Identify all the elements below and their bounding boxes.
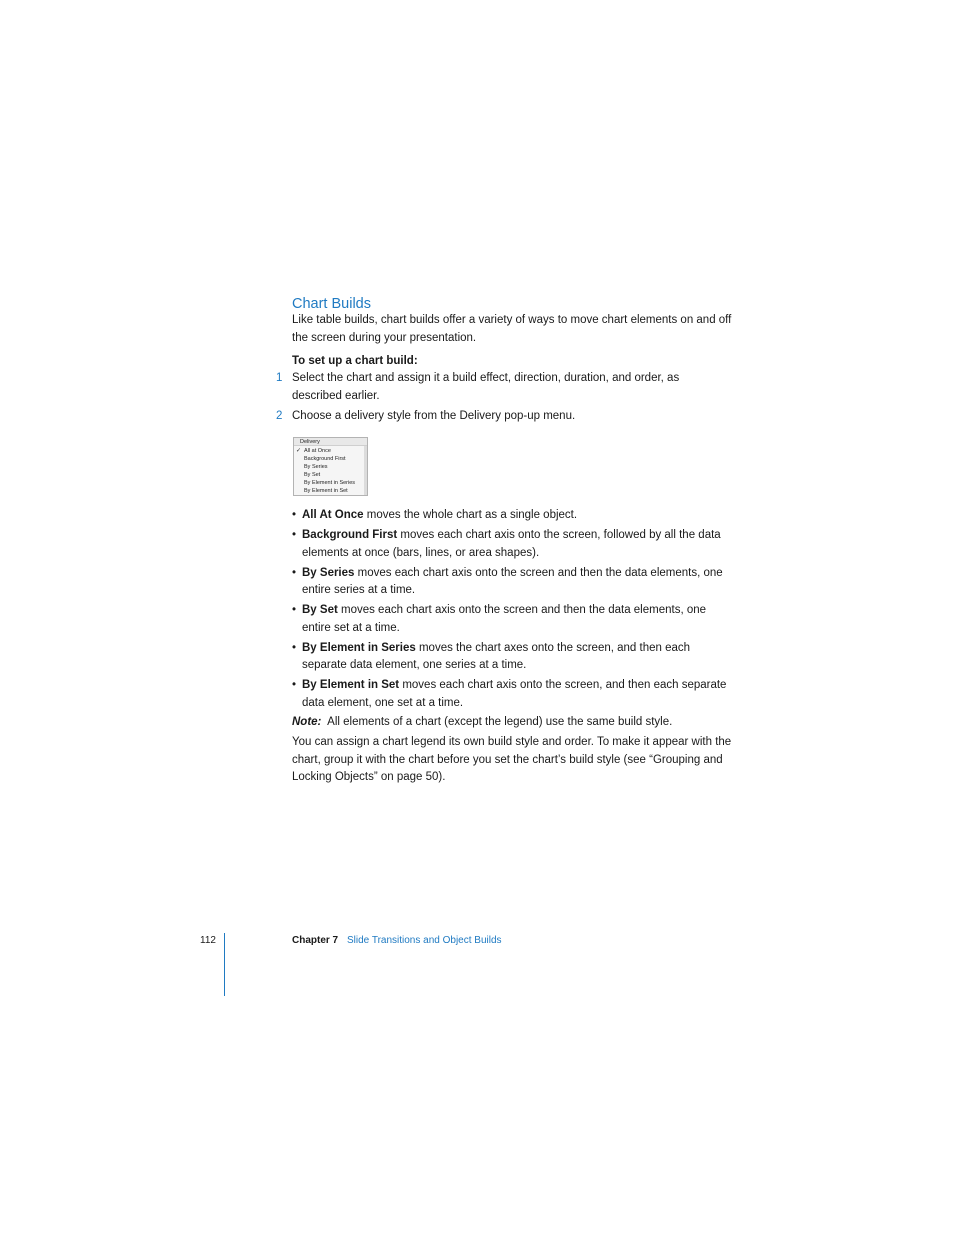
menu-item-by-set xyxy=(294,471,367,479)
menu-item-label: By Element in Series xyxy=(304,480,356,486)
bullet-term: By Element in Set xyxy=(302,679,400,692)
menu-item-label: By Element in Set xyxy=(304,488,348,494)
delivery-menu-list xyxy=(294,447,367,495)
note-label: Note: xyxy=(292,716,322,728)
bullet-term: By Series xyxy=(302,566,355,579)
list-item xyxy=(292,640,732,675)
delivery-popup-title: Delivery xyxy=(294,438,367,446)
list-item xyxy=(292,527,732,562)
bullet-icon: • xyxy=(292,529,297,542)
bullet-term: By Set xyxy=(302,604,338,617)
menu-item-all-at-once xyxy=(294,447,367,455)
bullet-desc: moves the chart axes onto the screen, and then each separate data element, one series at a time. xyxy=(302,641,691,672)
bullet-desc: moves each chart axis onto the screen and then the data elements, one entire set at a time. xyxy=(302,604,707,634)
menu-item-background-first xyxy=(294,455,367,463)
menu-item-by-series xyxy=(294,463,367,471)
bullet-icon: • xyxy=(292,679,297,692)
list-item xyxy=(292,507,732,525)
bullet-term: Background First xyxy=(302,529,398,542)
menu-item-label: By Series xyxy=(304,464,328,470)
menu-item-label: All at Once xyxy=(304,448,331,454)
list-item xyxy=(292,602,732,637)
chapter-title: Slide Transitions and Object Builds xyxy=(347,935,502,946)
list-item xyxy=(292,565,732,600)
bullet-icon: • xyxy=(292,641,297,654)
closing-paragraph: You can assign a chart legend its own build style and order. To make it appear with the chart, group it with the chart before you set the chart’s build style (see “Grouping and Locking Objects” on page 50). xyxy=(292,736,732,783)
step-text: Select the chart and assign it a build effect, direction, duration, and order, as described earlier. xyxy=(292,372,680,402)
footer-divider xyxy=(224,933,225,996)
bullet-desc: moves each chart axis onto the screen, followed by all the data elements at once (bars, lines, or area shapes). xyxy=(302,529,721,559)
bullet-desc: moves each chart axis onto the screen and then the data elements, one entire series at a time. xyxy=(302,566,723,597)
bullet-term: By Element in Series xyxy=(302,641,416,654)
popup-scrollbar xyxy=(364,446,367,495)
note-text: All elements of a chart (except the legend) use the same build style. xyxy=(321,716,673,728)
list-item xyxy=(292,677,732,712)
bullet-term: All At Once xyxy=(302,509,364,521)
menu-item-by-element-in-series xyxy=(294,479,367,487)
chapter-label: Chapter 7 xyxy=(292,935,339,946)
menu-item-label: Background First xyxy=(304,456,346,462)
section-title: Chart Builds xyxy=(292,296,371,312)
menu-item-label: By Set xyxy=(304,472,321,478)
intro-paragraph: Like table builds, chart builds offer a variety of ways to move chart elements on and off the screen during your presentation. xyxy=(292,314,732,344)
menu-item-by-element-in-set xyxy=(294,487,367,495)
note-paragraph xyxy=(292,714,732,732)
step-text: Choose a delivery style from the Delivery pop-up menu. xyxy=(292,410,576,422)
checkmark-icon: ✓ xyxy=(296,448,302,454)
bullet-icon: • xyxy=(292,509,297,521)
procedure-heading: To set up a chart build: xyxy=(292,355,418,367)
bullet-desc: moves each chart axis onto the screen, and then each separate data element, one set at a time. xyxy=(302,679,727,709)
page-number: 112 xyxy=(200,935,216,946)
bullet-desc: moves the whole chart as a single object. xyxy=(363,509,578,521)
bullet-icon: • xyxy=(292,604,297,617)
step-number: 2 xyxy=(276,410,283,422)
delivery-options-list xyxy=(292,507,732,715)
step-number: 1 xyxy=(276,372,283,384)
bullet-icon: • xyxy=(292,566,297,579)
delivery-popup-menu xyxy=(293,437,368,496)
